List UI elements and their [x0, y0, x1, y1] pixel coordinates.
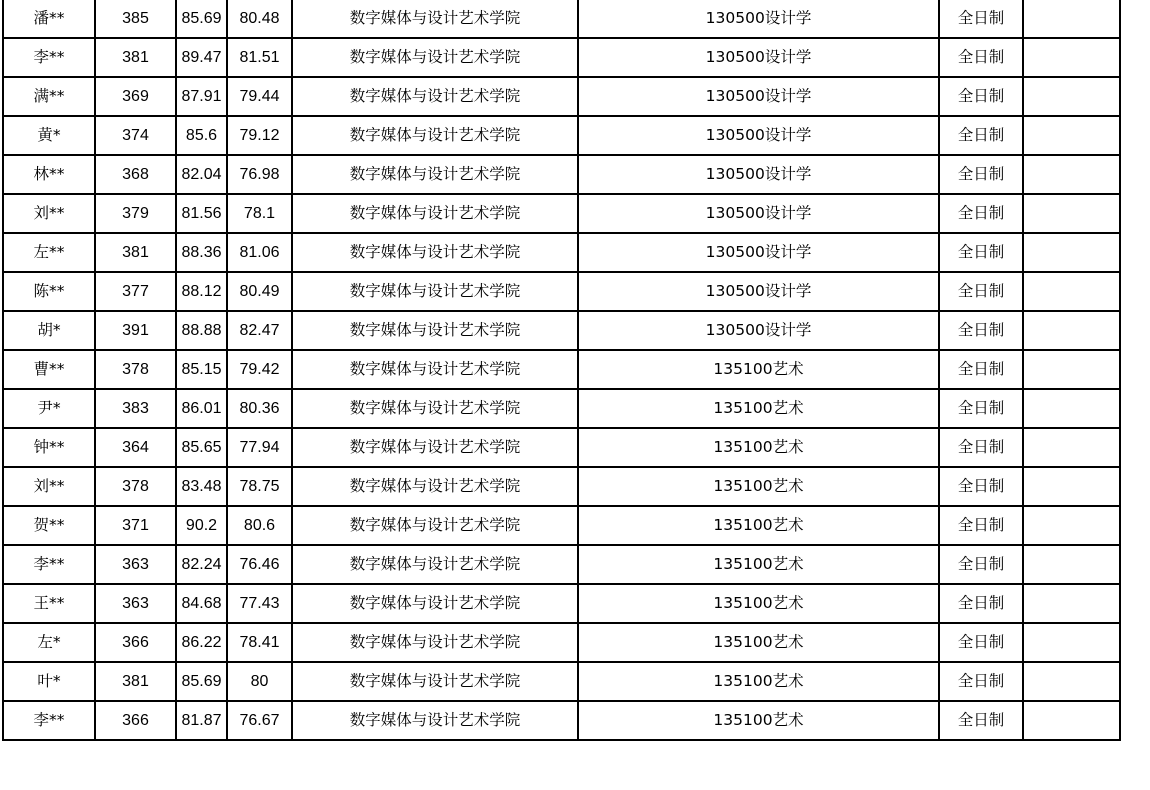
table-row [3, 272, 1120, 311]
cell-score1: 88.36 [176, 233, 227, 272]
cell-mode: 全日制 [939, 272, 1023, 311]
cell-name: 潘** [3, 0, 95, 38]
table-row [3, 350, 1120, 389]
cell-total: 368 [95, 155, 176, 194]
cell-college: 数字媒体与设计艺术学院 [292, 77, 578, 116]
cell-name: 左* [3, 623, 95, 662]
table-row [3, 311, 1120, 350]
cell-college: 数字媒体与设计艺术学院 [292, 311, 578, 350]
cell-major: 130500设计学 [578, 233, 939, 272]
cell-major: 130500设计学 [578, 194, 939, 233]
table-row [3, 623, 1120, 662]
table-row [3, 77, 1120, 116]
cell-college: 数字媒体与设计艺术学院 [292, 116, 578, 155]
cell-college: 数字媒体与设计艺术学院 [292, 506, 578, 545]
cell-major: 130500设计学 [578, 155, 939, 194]
cell-score1: 86.22 [176, 623, 227, 662]
cell-score1: 85.65 [176, 428, 227, 467]
cell-note [1023, 662, 1120, 701]
cell-name: 左** [3, 233, 95, 272]
cell-college: 数字媒体与设计艺术学院 [292, 428, 578, 467]
cell-major: 130500设计学 [578, 77, 939, 116]
cell-score2: 80.49 [227, 272, 292, 311]
cell-major: 130500设计学 [578, 311, 939, 350]
cell-score1: 88.88 [176, 311, 227, 350]
cell-college: 数字媒体与设计艺术学院 [292, 389, 578, 428]
cell-score1: 85.6 [176, 116, 227, 155]
cell-name: 陈** [3, 272, 95, 311]
cell-college: 数字媒体与设计艺术学院 [292, 0, 578, 38]
cell-score1: 82.24 [176, 545, 227, 584]
cell-mode: 全日制 [939, 233, 1023, 272]
cell-score2: 77.94 [227, 428, 292, 467]
cell-total: 364 [95, 428, 176, 467]
cell-note [1023, 38, 1120, 77]
cell-score2: 76.46 [227, 545, 292, 584]
cell-major: 135100艺术 [578, 428, 939, 467]
cell-note [1023, 584, 1120, 623]
cell-total: 374 [95, 116, 176, 155]
cell-major: 130500设计学 [578, 0, 939, 38]
cell-total: 378 [95, 467, 176, 506]
table-row [3, 0, 1120, 38]
cell-note [1023, 428, 1120, 467]
cell-mode: 全日制 [939, 350, 1023, 389]
cell-note [1023, 194, 1120, 233]
table-row [3, 584, 1120, 623]
cell-name: 胡* [3, 311, 95, 350]
cell-score2: 81.51 [227, 38, 292, 77]
cell-score1: 90.2 [176, 506, 227, 545]
cell-total: 363 [95, 584, 176, 623]
cell-score2: 78.41 [227, 623, 292, 662]
admission-list-table [2, 0, 1121, 741]
table-row [3, 233, 1120, 272]
cell-major: 130500设计学 [578, 38, 939, 77]
cell-major: 135100艺术 [578, 506, 939, 545]
cell-total: 391 [95, 311, 176, 350]
cell-mode: 全日制 [939, 623, 1023, 662]
cell-name: 李** [3, 701, 95, 740]
cell-score1: 83.48 [176, 467, 227, 506]
cell-mode: 全日制 [939, 506, 1023, 545]
cell-note [1023, 506, 1120, 545]
cell-college: 数字媒体与设计艺术学院 [292, 233, 578, 272]
cell-college: 数字媒体与设计艺术学院 [292, 350, 578, 389]
cell-name: 刘** [3, 467, 95, 506]
cell-total: 366 [95, 623, 176, 662]
cell-score1: 81.56 [176, 194, 227, 233]
cell-score2: 80.48 [227, 0, 292, 38]
cell-score1: 88.12 [176, 272, 227, 311]
cell-name: 曹** [3, 350, 95, 389]
cell-name: 李** [3, 38, 95, 77]
cell-college: 数字媒体与设计艺术学院 [292, 701, 578, 740]
table-row [3, 701, 1120, 740]
cell-score2: 80 [227, 662, 292, 701]
cell-college: 数字媒体与设计艺术学院 [292, 467, 578, 506]
cell-mode: 全日制 [939, 389, 1023, 428]
cell-major: 135100艺术 [578, 662, 939, 701]
cell-score1: 82.04 [176, 155, 227, 194]
cell-note [1023, 701, 1120, 740]
table-row [3, 116, 1120, 155]
cell-score1: 87.91 [176, 77, 227, 116]
cell-mode: 全日制 [939, 545, 1023, 584]
cell-note [1023, 155, 1120, 194]
cell-mode: 全日制 [939, 311, 1023, 350]
cell-college: 数字媒体与设计艺术学院 [292, 545, 578, 584]
cell-total: 369 [95, 77, 176, 116]
cell-mode: 全日制 [939, 155, 1023, 194]
cell-note [1023, 272, 1120, 311]
cell-score1: 85.69 [176, 662, 227, 701]
cell-score1: 81.87 [176, 701, 227, 740]
cell-note [1023, 77, 1120, 116]
cell-note [1023, 545, 1120, 584]
cell-college: 数字媒体与设计艺术学院 [292, 155, 578, 194]
cell-mode: 全日制 [939, 467, 1023, 506]
cell-major: 135100艺术 [578, 701, 939, 740]
cell-name: 李** [3, 545, 95, 584]
cell-mode: 全日制 [939, 38, 1023, 77]
cell-score1: 85.69 [176, 0, 227, 38]
cell-mode: 全日制 [939, 662, 1023, 701]
cell-total: 363 [95, 545, 176, 584]
cell-name: 黄* [3, 116, 95, 155]
cell-college: 数字媒体与设计艺术学院 [292, 584, 578, 623]
table-row [3, 545, 1120, 584]
cell-name: 钟** [3, 428, 95, 467]
cell-major: 135100艺术 [578, 350, 939, 389]
cell-score2: 81.06 [227, 233, 292, 272]
cell-major: 130500设计学 [578, 116, 939, 155]
cell-note [1023, 311, 1120, 350]
cell-note [1023, 116, 1120, 155]
cell-college: 数字媒体与设计艺术学院 [292, 623, 578, 662]
cell-college: 数字媒体与设计艺术学院 [292, 38, 578, 77]
cell-note [1023, 467, 1120, 506]
cell-total: 366 [95, 701, 176, 740]
cell-total: 379 [95, 194, 176, 233]
cell-score2: 78.75 [227, 467, 292, 506]
cell-name: 刘** [3, 194, 95, 233]
cell-mode: 全日制 [939, 77, 1023, 116]
cell-major: 135100艺术 [578, 623, 939, 662]
cell-score2: 79.12 [227, 116, 292, 155]
cell-score2: 82.47 [227, 311, 292, 350]
cell-note [1023, 0, 1120, 38]
cell-major: 135100艺术 [578, 545, 939, 584]
table-row [3, 38, 1120, 77]
cell-major: 135100艺术 [578, 467, 939, 506]
cell-name: 满** [3, 77, 95, 116]
cell-total: 383 [95, 389, 176, 428]
cell-total: 381 [95, 233, 176, 272]
cell-score1: 86.01 [176, 389, 227, 428]
cell-score2: 78.1 [227, 194, 292, 233]
cell-note [1023, 389, 1120, 428]
cell-mode: 全日制 [939, 701, 1023, 740]
table-row [3, 389, 1120, 428]
cell-score1: 85.15 [176, 350, 227, 389]
cell-note [1023, 350, 1120, 389]
table-row [3, 155, 1120, 194]
cell-name: 王** [3, 584, 95, 623]
cell-total: 378 [95, 350, 176, 389]
cell-note [1023, 233, 1120, 272]
table-body [3, 0, 1120, 740]
cell-name: 贺** [3, 506, 95, 545]
cell-score2: 79.44 [227, 77, 292, 116]
cell-mode: 全日制 [939, 584, 1023, 623]
cell-score1: 89.47 [176, 38, 227, 77]
table-row [3, 194, 1120, 233]
cell-major: 130500设计学 [578, 272, 939, 311]
cell-score2: 80.36 [227, 389, 292, 428]
cell-college: 数字媒体与设计艺术学院 [292, 272, 578, 311]
table-row [3, 506, 1120, 545]
table-row [3, 662, 1120, 701]
cell-note [1023, 623, 1120, 662]
cell-score2: 80.6 [227, 506, 292, 545]
table-row [3, 428, 1120, 467]
cell-mode: 全日制 [939, 194, 1023, 233]
cell-name: 叶* [3, 662, 95, 701]
cell-mode: 全日制 [939, 0, 1023, 38]
cell-college: 数字媒体与设计艺术学院 [292, 662, 578, 701]
cell-total: 381 [95, 662, 176, 701]
table-row [3, 467, 1120, 506]
cell-total: 377 [95, 272, 176, 311]
cell-score2: 79.42 [227, 350, 292, 389]
cell-score2: 76.98 [227, 155, 292, 194]
cell-name: 林** [3, 155, 95, 194]
cell-total: 385 [95, 0, 176, 38]
cell-score2: 76.67 [227, 701, 292, 740]
cell-total: 371 [95, 506, 176, 545]
cell-total: 381 [95, 38, 176, 77]
cell-mode: 全日制 [939, 428, 1023, 467]
cell-score2: 77.43 [227, 584, 292, 623]
cell-mode: 全日制 [939, 116, 1023, 155]
cell-name: 尹* [3, 389, 95, 428]
cell-major: 135100艺术 [578, 584, 939, 623]
cell-college: 数字媒体与设计艺术学院 [292, 194, 578, 233]
cell-major: 135100艺术 [578, 389, 939, 428]
cell-score1: 84.68 [176, 584, 227, 623]
